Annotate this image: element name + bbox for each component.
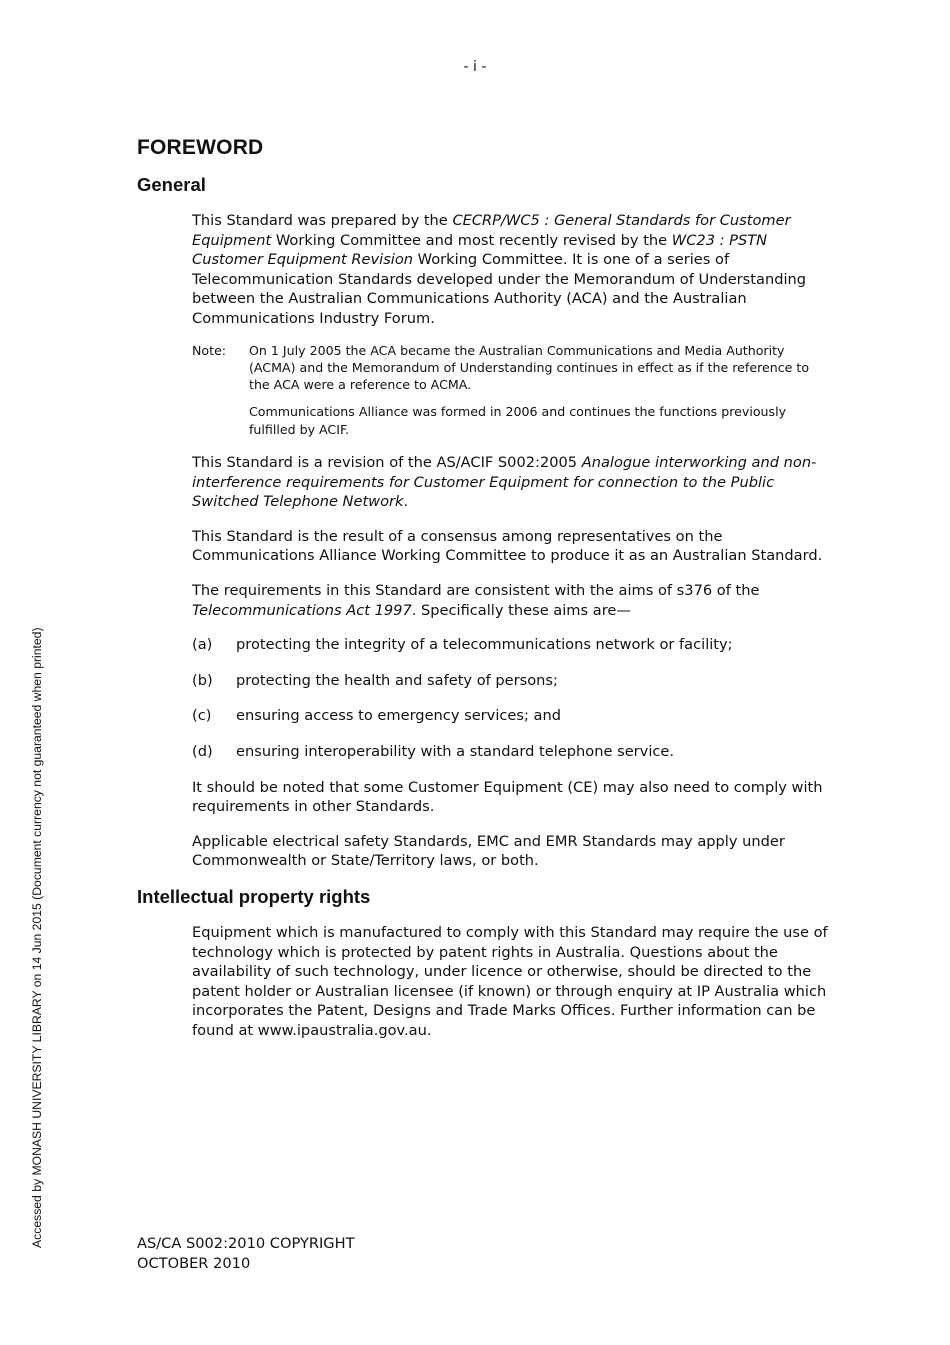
list-item bbox=[192, 635, 832, 655]
text: The requirements in this Standard are consistent with the aims of s376 of the bbox=[192, 582, 760, 600]
ip-section bbox=[192, 923, 832, 1041]
paragraph-prepared-by bbox=[192, 211, 832, 329]
paragraph-aims bbox=[192, 581, 832, 620]
list-item bbox=[192, 706, 832, 726]
committee-name: WC23 : PSTN Customer Equipment Revision bbox=[192, 231, 768, 269]
list-marker: (c) bbox=[192, 707, 212, 725]
committee-name: CECRP/WC5 : General Standards for Customer Equipment bbox=[192, 212, 791, 249]
page-number: - i - bbox=[463, 59, 487, 75]
list-marker: (a) bbox=[192, 636, 213, 654]
paragraph-safety-standards: Applicable electrical safety Standards, EMC and EMR Standards may apply under Commonwealth or State/Territory laws, or both. bbox=[192, 832, 785, 870]
aims-list bbox=[192, 635, 832, 761]
list-item bbox=[192, 671, 832, 691]
note-body bbox=[249, 342, 832, 438]
text: This Standard is a revision of the AS/ACIF S002:2005 bbox=[192, 454, 582, 472]
paragraph-consensus: This Standard is the result of a consensus among representatives on the Communications Alliance Working Committee to produce it as an Australian Standard. bbox=[192, 527, 823, 565]
standard-title: Analogue interworking and non-interference requirements for Customer Equipment for connection to the Public Switched Telephone Network bbox=[192, 454, 817, 511]
access-stamp: Accessed by MONASH UNIVERSITY LIBRARY on 14 Jun 2015 (Document currency not guaranteed when printed) bbox=[30, 627, 44, 1248]
paragraph-other-standards: It should be noted that some Customer Equipment (CE) may also need to comply with requirements in other Standards. bbox=[192, 778, 823, 816]
text: Working Committee and most recently revised by the bbox=[271, 231, 672, 249]
text: . Specifically these aims are— bbox=[411, 601, 631, 619]
note-block bbox=[192, 342, 832, 438]
paragraph-patents: Equipment which is manufactured to comply with this Standard may require the use of technology which is protected by patent rights in Australia. Questions about the availability of such technology, under licence or otherwise, should be directed to the patent holder or Australian licensee (if known) or through enquiry at IP Australia which incorporates the Patent, Designs and Trade Marks Offices. Further information can be found at www.ipaustralia.gov.au. bbox=[192, 923, 828, 1039]
footer-copyright: AS/CA S002:2010 COPYRIGHT bbox=[137, 1235, 355, 1252]
note-paragraph: On 1 July 2005 the ACA became the Australian Communications and Media Authority (ACMA) and the Memorandum of Understanding continues in effect as if the reference to the ACA were a reference to ACMA. bbox=[249, 342, 810, 393]
paragraph-revision bbox=[192, 453, 832, 512]
section-heading-general: General bbox=[137, 174, 206, 195]
text: . bbox=[403, 493, 409, 511]
text: This Standard was prepared by the bbox=[192, 212, 453, 229]
list-item bbox=[192, 742, 832, 762]
note-label: Note: bbox=[192, 342, 227, 358]
list-text: ensuring interoperability with a standard telephone service. bbox=[236, 742, 675, 760]
footer-date: OCTOBER 2010 bbox=[137, 1254, 251, 1272]
list-text: protecting the integrity of a telecommunications network or facility; bbox=[236, 636, 733, 654]
act-title: Telecommunications Act 1997 bbox=[192, 601, 412, 619]
text: Working Committee. It is one of a series of Telecommunication Standards developed under the Memorandum of Understanding between the Australian Communications Authority (ACA) and the Australian Communications Industry Forum. bbox=[192, 251, 807, 327]
page-title: FOREWORD bbox=[137, 136, 264, 159]
general-section bbox=[192, 211, 832, 871]
note-paragraph: Communications Alliance was formed in 2006 and continues the functions previously fulfilled by ACIF. bbox=[249, 404, 787, 437]
list-marker: (b) bbox=[192, 671, 213, 689]
page-footer bbox=[137, 1234, 355, 1273]
list-text: protecting the health and safety of persons; bbox=[236, 671, 558, 689]
list-marker: (d) bbox=[192, 742, 213, 760]
list-text: ensuring access to emergency services; and bbox=[236, 707, 561, 725]
foreword-content bbox=[137, 136, 837, 1056]
section-heading-ip: Intellectual property rights bbox=[137, 885, 371, 907]
